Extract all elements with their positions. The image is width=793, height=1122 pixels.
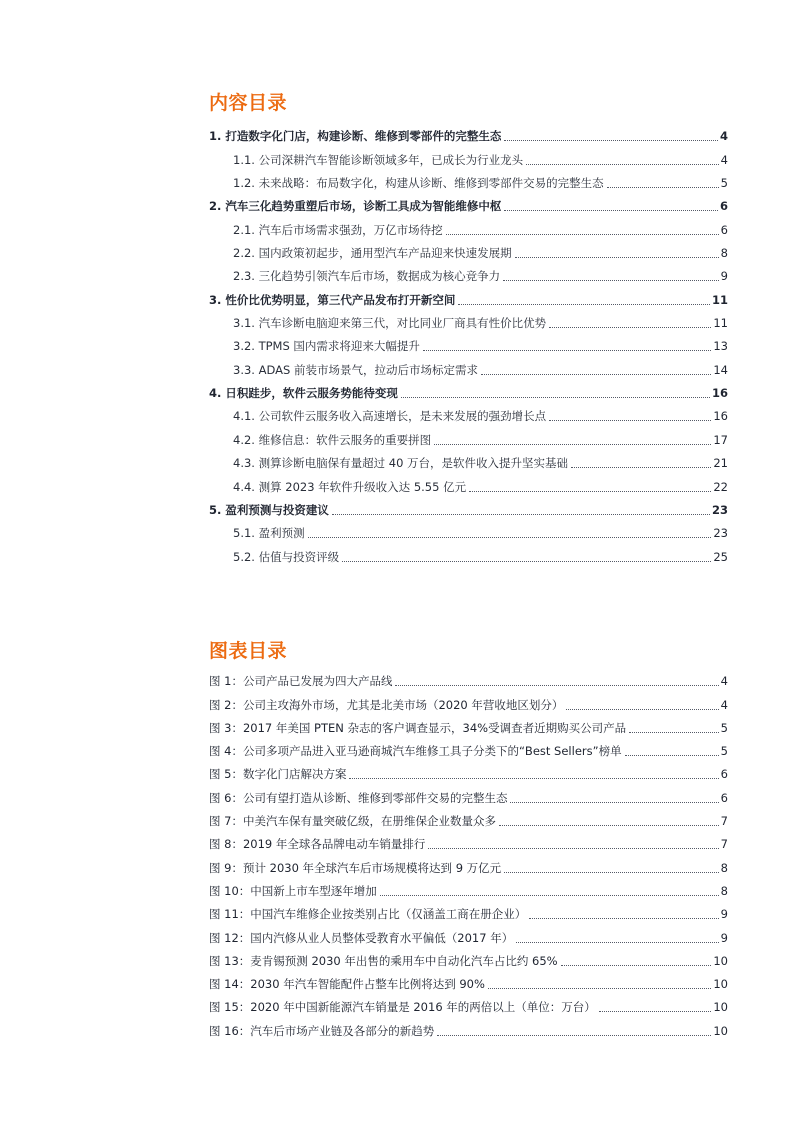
figure-entry-title: 图 8：2019 年全球各品牌电动车销量排行: [209, 837, 426, 852]
figure-entry[interactable]: [209, 782, 728, 805]
toc-entry-title: 3.2. TPMS 国内需求将迎来大幅提升: [233, 339, 420, 354]
toc-entry-title: 5.1. 盈利预测: [233, 526, 305, 541]
dot-leader: [549, 327, 711, 328]
toc-chapter-entry[interactable]: [209, 495, 728, 518]
figure-entry-title: 图 5：数字化门店解决方案: [209, 767, 347, 782]
dot-leader: [504, 140, 718, 141]
figure-entry-title: 图 9：预计 2030 年全球汽车后市场规模将达到 9 万亿元: [209, 860, 502, 875]
figure-entry[interactable]: [209, 946, 728, 969]
page-number: 10: [713, 1000, 728, 1015]
figure-entry-title: 图 14：2030 年汽车智能配件占整车比例将达到 90%: [209, 977, 485, 992]
dot-leader: [342, 561, 711, 562]
page-number: 4: [720, 152, 728, 167]
toc-entry-title: 2.1. 汽车后市场需求强劲，万亿市场待挖: [233, 222, 443, 237]
page-number: 8: [720, 860, 728, 875]
toc-entry-title: 4.4. 测算 2023 年软件升级收入达 5.55 亿元: [233, 479, 467, 494]
dot-leader: [515, 257, 719, 258]
dot-leader: [629, 732, 719, 733]
page-number: 6: [719, 199, 728, 214]
page-number: 10: [713, 953, 728, 968]
toc-entry-title: 4. 日积跬步，软件云服务势能待变现: [209, 386, 398, 401]
toc-section-entry[interactable]: [209, 424, 728, 447]
page-number: 8: [720, 246, 728, 261]
toc-entry-title: 5. 盈利预测与投资建议: [209, 502, 329, 517]
toc-section-entry[interactable]: [209, 401, 728, 424]
figure-entry-title: 图 4：公司多项产品进入亚马逊商城汽车维修工具子分类下的“Best Sellers”榜单: [209, 744, 622, 759]
toc-section-entry[interactable]: [209, 541, 728, 564]
figure-entry-title: 图 16：汽车后市场产业链及各部分的新趋势: [209, 1023, 435, 1038]
page-number: 4: [719, 129, 728, 144]
toc-entry-title: 1.2. 未来战略：布局数字化，构建从诊断、维修到零部件交易的完整生态: [233, 176, 604, 191]
page-number: 5: [720, 744, 728, 759]
figure-entry[interactable]: [209, 969, 728, 992]
dot-leader: [446, 234, 719, 235]
toc-entry-title: 3.3. ADAS 前装市场景气，拉动后市场标定需求: [233, 362, 478, 377]
page-number: 5: [720, 176, 728, 191]
toc-entry-title: 3.1. 汽车诊断电脑迎来第三代，对比同业厂商具有性价比优势: [233, 316, 547, 331]
figure-entry[interactable]: [209, 852, 728, 875]
toc-title: 内容目录: [209, 92, 288, 114]
dot-leader: [434, 444, 711, 445]
page-number: 5: [720, 720, 728, 735]
figure-entry[interactable]: [209, 689, 728, 712]
dot-leader: [458, 304, 710, 305]
page-number: 13: [713, 339, 728, 354]
dot-leader: [380, 895, 719, 896]
toc-entry-title: 3. 性价比优势明显，第三代产品发布打开新空间: [209, 292, 456, 307]
figures-list: [209, 666, 728, 1039]
dot-leader: [488, 988, 711, 989]
page-number: 9: [720, 269, 728, 284]
toc-section-entry[interactable]: [209, 238, 728, 261]
toc-chapter-entry[interactable]: [209, 121, 728, 144]
toc-chapter-entry[interactable]: [209, 284, 728, 307]
page-number: 10: [713, 977, 728, 992]
page-number: 10: [713, 1023, 728, 1038]
figure-entry[interactable]: [209, 1015, 728, 1038]
page-number: 11: [711, 292, 728, 307]
dot-leader: [401, 397, 710, 398]
page-number: 16: [713, 409, 728, 424]
toc-entry-title: 4.2. 维修信息：软件云服务的重要拼图: [233, 432, 432, 447]
figure-entry-title: 图 3：2017 年美国 PTEN 杂志的客户调查显示，34%受调查者近期购买公司产品: [209, 720, 627, 735]
figure-entry[interactable]: [209, 829, 728, 852]
toc-entry-title: 1.1. 公司深耕汽车智能诊断领域多年，已成长为行业龙头: [233, 152, 524, 167]
toc-section-entry[interactable]: [209, 354, 728, 377]
toc-entry-title: 2. 汽车三化趋势重塑后市场，诊断工具成为智能维修中枢: [209, 199, 502, 214]
toc-entry-title: 2.2. 国内政策初起步，通用型汽车产品迎来快速发展期: [233, 246, 512, 261]
toc-section-entry[interactable]: [209, 518, 728, 541]
figure-entry-title: 图 12：国内汽修从业人员整体受教育水平偏低（2017 年）: [209, 930, 514, 945]
figure-entry[interactable]: [209, 922, 728, 945]
figure-entry-title: 图 15：2020 年中国新能源汽车销量是 2016 年的两倍以上（单位：万台）: [209, 1000, 596, 1015]
toc-chapter-entry[interactable]: [209, 378, 728, 401]
page-number: 23: [711, 502, 728, 517]
page-number: 25: [713, 549, 728, 564]
page-number: 11: [713, 316, 728, 331]
toc-section-entry[interactable]: [209, 214, 728, 237]
page-number: 22: [713, 479, 728, 494]
toc-section-entry[interactable]: [209, 261, 728, 284]
toc-section-entry[interactable]: [209, 144, 728, 167]
dot-leader: [308, 537, 712, 538]
toc-entry-title: 4.3. 测算诊断电脑保有量超过 40 万台，是软件收入提升坚实基础: [233, 456, 569, 471]
dot-leader: [469, 491, 711, 492]
dot-leader: [529, 918, 718, 919]
toc-section-entry[interactable]: [209, 308, 728, 331]
figure-entry-title: 图 7：中美汽车保有量突破亿级，在册维保企业数量众多: [209, 814, 496, 829]
page-number: 8: [720, 883, 728, 898]
toc-section-entry[interactable]: [209, 448, 728, 471]
toc-section-entry[interactable]: [209, 471, 728, 494]
figure-entry-title: 图 6：公司有望打造从诊断、维修到零部件交易的完整生态: [209, 790, 508, 805]
dot-leader: [571, 467, 711, 468]
dot-leader: [607, 187, 719, 188]
figures-title: 图表目录: [209, 640, 288, 662]
dot-leader: [526, 164, 719, 165]
page-number: 4: [720, 674, 728, 689]
figure-entry-title: 图 2：公司主攻海外市场，尤其是北美市场（2020 年营收地区划分）: [209, 697, 564, 712]
toc-entry-title: 2.3. 三化趋势引领汽车后市场，数据成为核心竞争力: [233, 269, 501, 284]
dot-leader: [566, 709, 718, 710]
page-number: 4: [720, 697, 728, 712]
figure-entry-title: 图 13：麦肯锡预测 2030 年出售的乘用车中自动化汽车占比约 65%: [209, 953, 558, 968]
dot-leader: [516, 942, 718, 943]
dot-leader: [423, 350, 711, 351]
page-number: 23: [713, 526, 728, 541]
figure-entry[interactable]: [209, 806, 728, 829]
dot-leader: [428, 848, 718, 849]
toc-list: [209, 121, 728, 565]
figure-entry[interactable]: [209, 736, 728, 759]
figure-entry[interactable]: [209, 666, 728, 689]
toc-entry-title: 1. 打造数字化门店，构建诊断、维修到零部件的完整生态: [209, 129, 502, 144]
figure-entry[interactable]: [209, 899, 728, 922]
dot-leader: [395, 685, 718, 686]
page-number: 21: [713, 456, 728, 471]
toc-entry-title: 5.2. 估值与投资评级: [233, 549, 340, 564]
dot-leader: [437, 1035, 711, 1036]
dot-leader: [625, 755, 719, 756]
page-number: 6: [720, 222, 728, 237]
figure-entry[interactable]: [209, 992, 728, 1015]
page-number: 14: [713, 362, 728, 377]
dot-leader: [504, 872, 718, 873]
dot-leader: [481, 374, 711, 375]
page-number: 7: [720, 814, 728, 829]
page-number: 9: [720, 930, 728, 945]
dot-leader: [504, 210, 718, 211]
figure-entry-title: 图 10：中国新上市车型逐年增加: [209, 883, 377, 898]
page-number: 6: [720, 767, 728, 782]
dot-leader: [561, 965, 712, 966]
figure-entry-title: 图 11：中国汽车维修企业按类别占比（仅涵盖工商在册企业）: [209, 907, 527, 922]
toc-section-entry[interactable]: [209, 331, 728, 354]
dot-leader: [332, 514, 710, 515]
figure-entry[interactable]: [209, 759, 728, 782]
figure-entry-title: 图 1：公司产品已发展为四大产品线: [209, 674, 393, 689]
toc-chapter-entry[interactable]: [209, 191, 728, 214]
dot-leader: [549, 420, 711, 421]
dot-leader: [510, 802, 718, 803]
page-number: 16: [711, 386, 728, 401]
dot-leader: [349, 778, 718, 779]
page-number: 6: [720, 790, 728, 805]
figure-entry[interactable]: [209, 876, 728, 899]
dot-leader: [503, 280, 719, 281]
page-number: 9: [720, 907, 728, 922]
page-number: 7: [720, 837, 728, 852]
page-number: 17: [713, 432, 728, 447]
dot-leader: [499, 825, 719, 826]
dot-leader: [599, 1011, 712, 1012]
figure-entry[interactable]: [209, 713, 728, 736]
toc-section-entry[interactable]: [209, 168, 728, 191]
toc-entry-title: 4.1. 公司软件云服务收入高速增长，是未来发展的强劲增长点: [233, 409, 547, 424]
